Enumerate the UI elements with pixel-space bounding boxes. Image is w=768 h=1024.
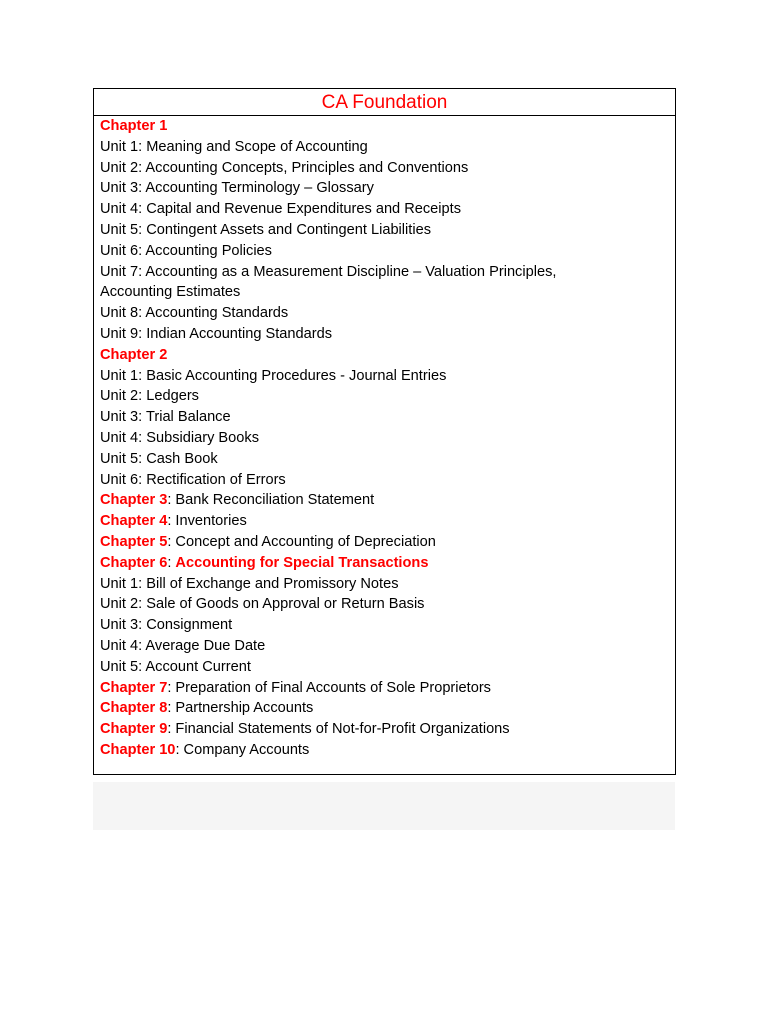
separator: : (167, 554, 176, 571)
unit-text: Unit 4: Subsidiary Books (100, 429, 259, 446)
unit-line (100, 636, 675, 657)
unit-text: Unit 3: Trial Balance (100, 409, 231, 426)
unit-line (100, 470, 675, 491)
unit-text: Unit 5: Cash Book (100, 450, 218, 467)
separator: : (167, 721, 176, 738)
chapter-label: Chapter 1 (100, 118, 168, 134)
separator: : (167, 492, 176, 509)
separator: : (167, 533, 176, 550)
unit-text: Unit 5: Account Current (100, 658, 251, 675)
chapter-label: Chapter 8 (100, 700, 168, 717)
chapter-line (100, 553, 675, 574)
chapter-label: Chapter 6 (100, 554, 168, 571)
unit-line (100, 324, 675, 345)
chapter-title: Company Accounts (183, 741, 310, 758)
chapter-label: Chapter 9 (100, 721, 168, 738)
chapter-title: Partnership Accounts (175, 700, 314, 717)
chapter-title: Preparation of Final Accounts of Sole Proprietors (175, 679, 491, 696)
chapter-title: Bank Reconciliation Statement (175, 492, 375, 509)
chapter-label: Chapter 4 (100, 513, 168, 530)
unit-line (100, 137, 675, 158)
unit-line (100, 303, 675, 324)
chapter-line (100, 345, 675, 366)
unit-text: Unit 4: Capital and Revenue Expenditures and Receipts (100, 201, 462, 218)
separator: : (167, 700, 176, 717)
chapter-line (100, 490, 675, 511)
chapter-line (100, 719, 675, 740)
chapter-line (100, 116, 675, 137)
chapter-label: Chapter 7 (100, 679, 168, 696)
chapter-title: Concept and Accounting of Depreciation (175, 533, 436, 550)
separator: : (167, 679, 176, 696)
unit-text: Unit 2: Ledgers (100, 388, 199, 405)
page-title: CA Foundation (321, 91, 448, 113)
separator: : (175, 741, 184, 758)
unit-line (100, 615, 675, 636)
unit-text: Unit 4: Average Due Date (100, 637, 266, 654)
unit-text: Unit 1: Meaning and Scope of Accounting (100, 138, 368, 155)
unit-text: Unit 1: Basic Accounting Procedures - Journal Entries (100, 367, 447, 384)
chapter-line (100, 511, 675, 532)
unit-line (100, 158, 675, 179)
unit-text: Unit 3: Consignment (100, 617, 233, 634)
unit-text: Unit 3: Accounting Terminology – Glossary (100, 180, 374, 197)
chapter-label: Chapter 3 (100, 492, 168, 509)
unit-text: Unit 6: Accounting Policies (100, 242, 272, 259)
chapter-title: Financial Statements of Not-for-Profit Organizations (175, 721, 510, 738)
unit-line (100, 449, 675, 470)
unit-line (100, 199, 675, 220)
chapter-line (100, 532, 675, 553)
unit-text: Unit 2: Accounting Concepts, Principles and Conventions (100, 159, 469, 176)
unit-text: Unit 9: Indian Accounting Standards (100, 325, 333, 342)
unit-text: Unit 1: Bill of Exchange and Promissory Notes (100, 575, 399, 592)
chapter-line (100, 678, 675, 699)
unit-text: Unit 8: Accounting Standards (100, 305, 289, 322)
syllabus-list (94, 116, 675, 761)
unit-text: Accounting Estimates (100, 284, 241, 301)
chapter-label: Chapter 5 (100, 533, 168, 550)
unit-text: Unit 6: Rectification of Errors (100, 471, 286, 488)
grey-band (93, 782, 675, 830)
unit-line (100, 657, 675, 678)
unit-line (100, 220, 675, 241)
unit-text: Unit 5: Contingent Assets and Contingent Liabilities (100, 221, 431, 238)
chapter-line (100, 740, 675, 761)
unit-text: Unit 7: Accounting as a Measurement Discipline – Valuation Principles, (100, 263, 557, 280)
chapter-title: Inventories (175, 513, 247, 530)
chapter-line (100, 698, 675, 719)
unit-line (100, 386, 675, 407)
unit-line (100, 282, 675, 303)
separator: : (167, 513, 176, 530)
unit-text: Unit 2: Sale of Goods on Approval or Return Basis (100, 596, 425, 613)
syllabus-table (93, 88, 676, 775)
unit-line (100, 407, 675, 428)
chapter-label: Chapter 2 (100, 346, 168, 363)
title-row (94, 89, 675, 116)
unit-line (100, 366, 675, 387)
chapter-title: Accounting for Special Transactions (175, 554, 429, 571)
chapter-label: Chapter 10 (100, 741, 176, 758)
unit-line (100, 594, 675, 615)
unit-line (100, 428, 675, 449)
unit-line (100, 574, 675, 595)
unit-line (100, 178, 675, 199)
unit-line (100, 262, 675, 283)
unit-line (100, 241, 675, 262)
